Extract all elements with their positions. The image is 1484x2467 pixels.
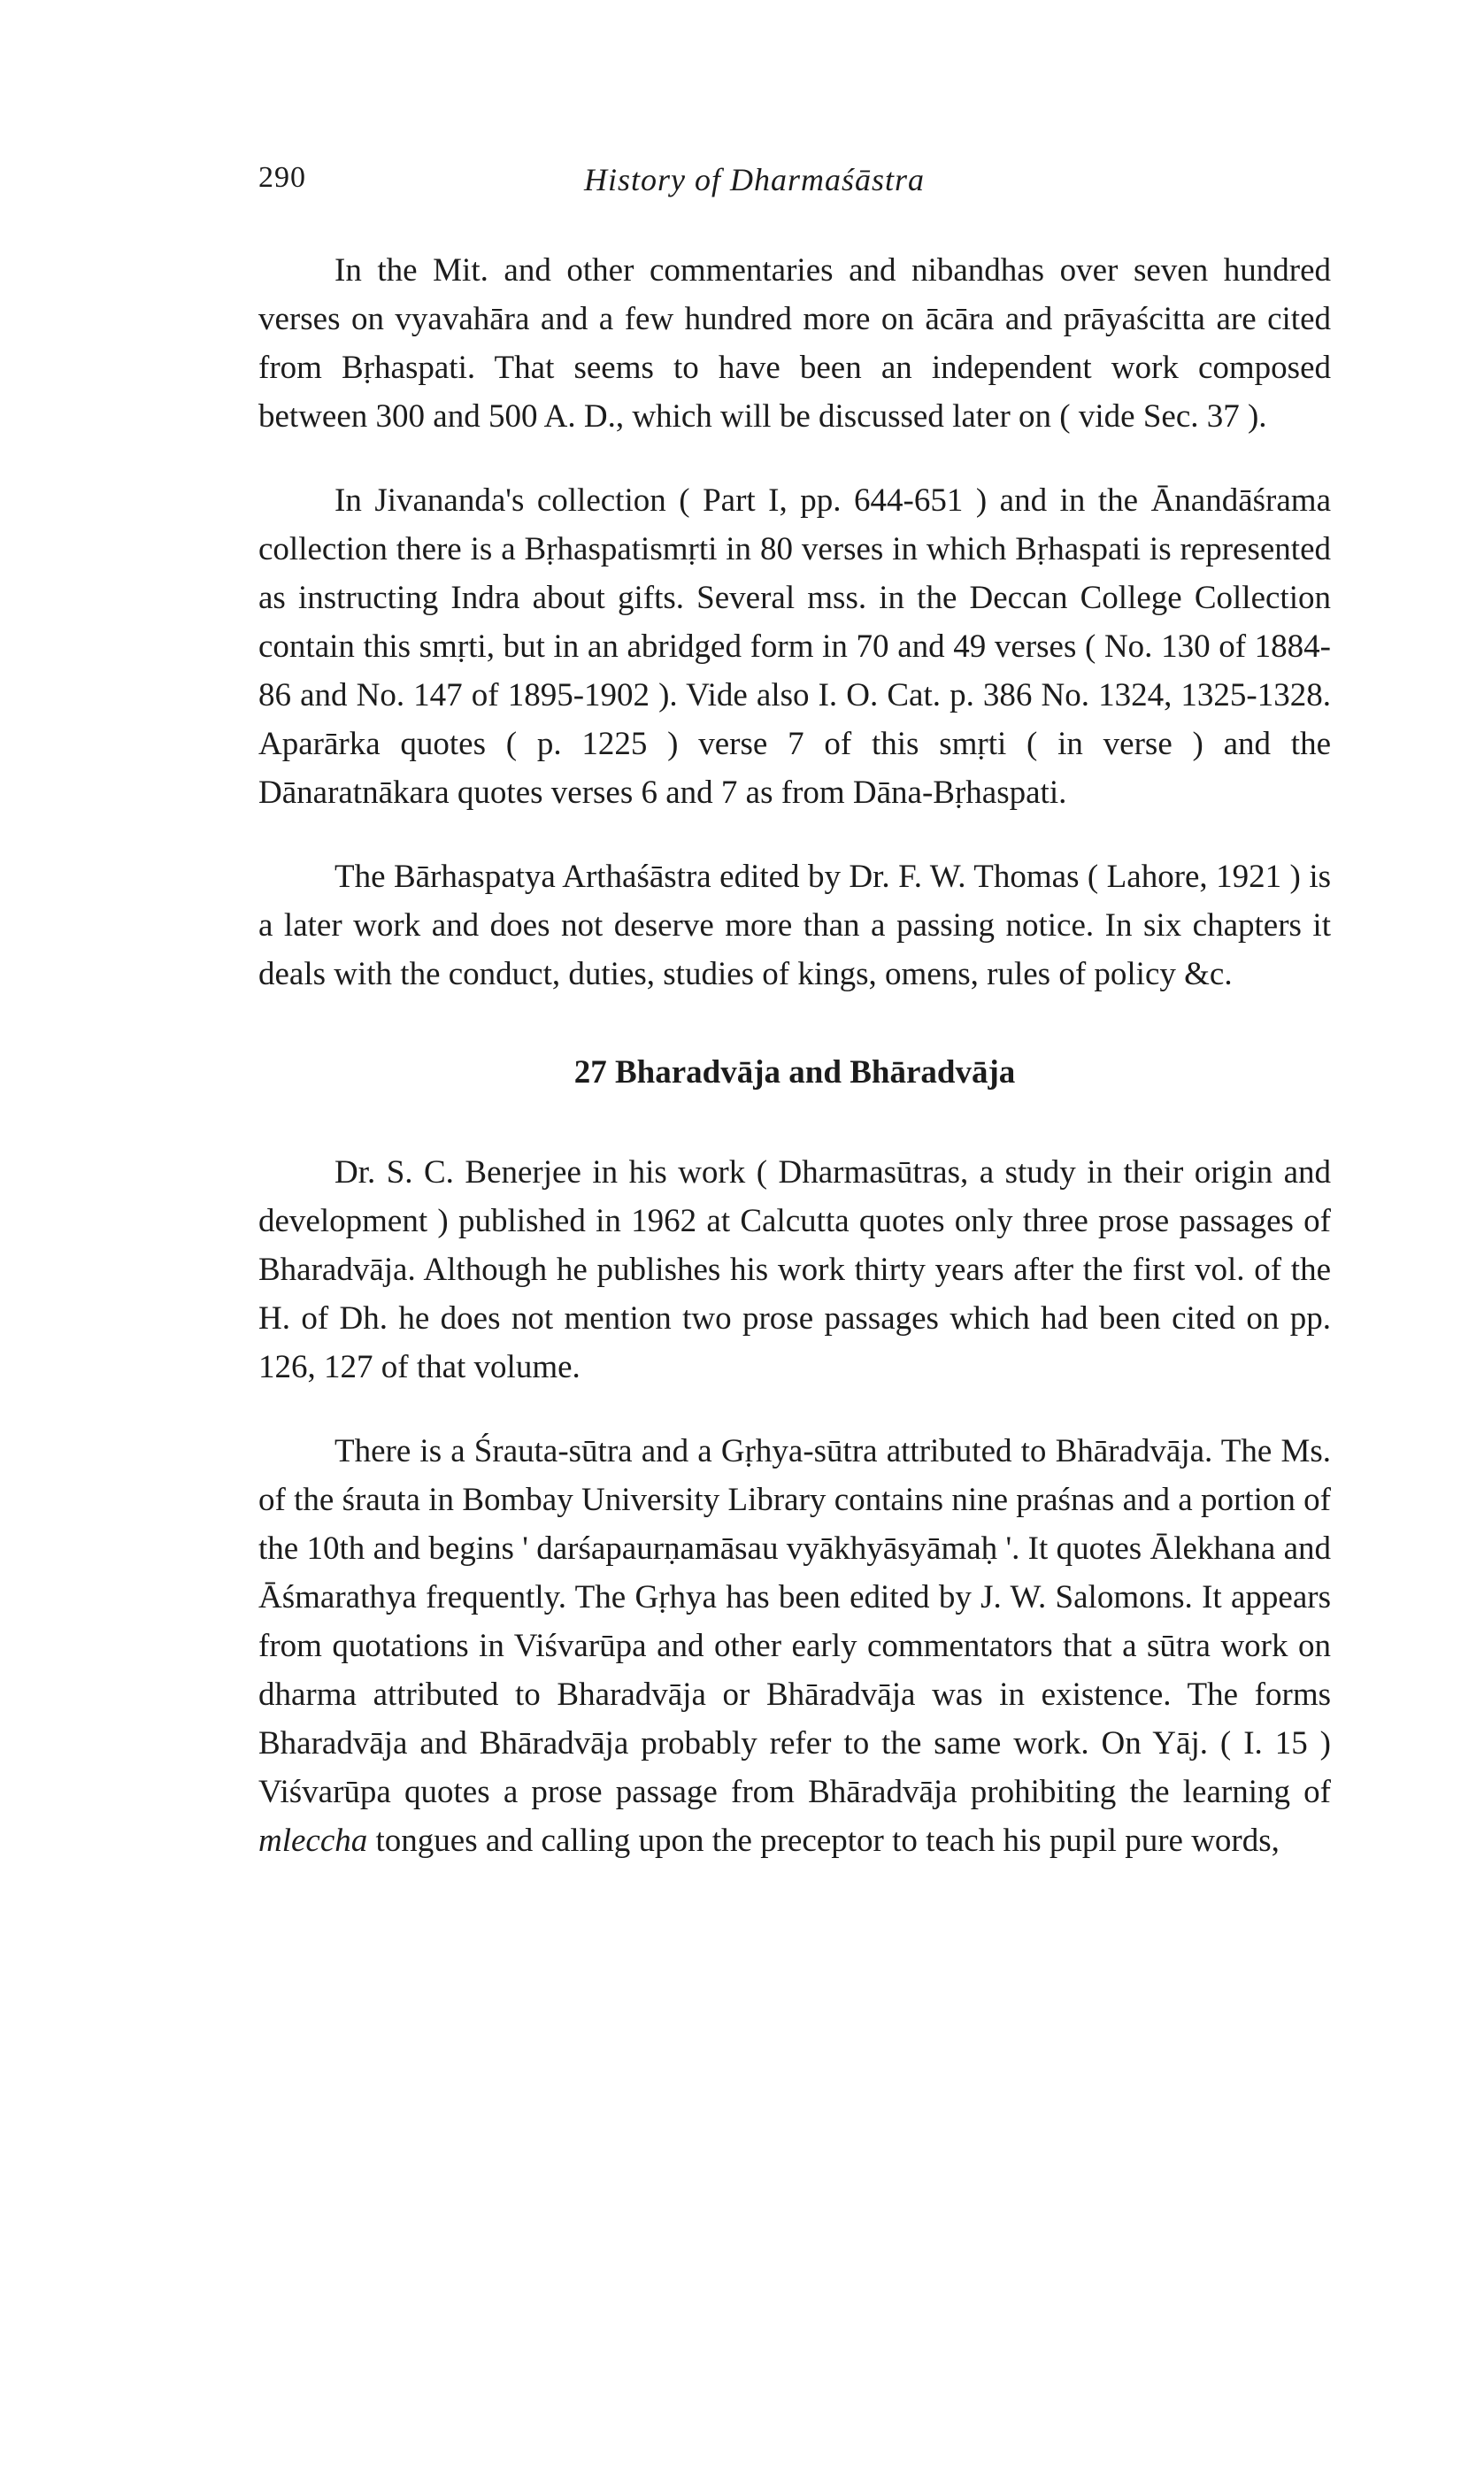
running-title: History of Dharmaśāstra [584, 162, 926, 197]
page-number: 290 [258, 161, 306, 194]
paragraph-brhaspati-commentaries: In the Mit. and other commentaries and nibandhas over seven hundred verses on vyavahāra and a few hundred more on ācāra and prāyaścitta are cited from Bṛhaspati. That seems to have been an independent work composed between 300 and 500 A. D., which will be discussed later on ( vide Sec. 37 ). [258, 252, 1331, 435]
paragraph-srauta-text: There is a Śrauta-sūtra and a Gṛhya-sūtra attributed to Bhāradvāja. The Ms. of the śrauta in Bombay University Library contains nine praśnas and a portion of the 10th and begins ' darśapaurṇamāsau vyākhyāsyāmaḥ '. It quotes Ālekhana and Āśmarathya frequently. The Gṛhya has been edited by J. W. Salomons. It appears from quotations in Viśvarūpa and other early commentators that a sūtra work on dharma attributed to Bharadvāja or Bhāradvāja was in existence. The forms Bharadvāja and Bhāradvāja probably refer to the same work. On Yāj. ( I. 15 ) Viśvarūpa quotes a prose passage from Bhāradvāja prohibiting the learning of [258, 1433, 1331, 1810]
paragraph-srauta-text-end: tongues and calling upon the preceptor to teach his pupil pure words, [367, 1823, 1280, 1859]
paragraph-srauta-sutra [258, 1427, 1331, 1865]
paragraph-benerjee: Dr. S. C. Benerjee in his work ( Dharmasūtras, a study in their origin and development ) published in 1962 at Calcutta quotes only three prose passages of Bharadvāja. Although he publishes his work thirty years after the first vol. of the H. of Dh. he does not mention two prose passages which had been cited on pp. 126, 127 of that volume. [258, 1154, 1331, 1385]
paragraph-arthasastra: The Bārhaspatya Arthaśāstra edited by Dr. F. W. Thomas ( Lahore, 1921 ) is a later work and does not deserve more than a passing notice. In six chapters it deals with the conduct, duties, studies of kings, omens, rules of policy &c. [258, 859, 1331, 992]
paragraph-brhaspatismrti: In Jivananda's collection ( Part I, pp. 644-651 ) and in the Ānandāśrama collection there is a Bṛhaspatismṛti in 80 verses in which Bṛhaspati is represented as instructing Indra about gifts. Several mss. in the Deccan College Collection contain this smṛti, but in an abridged form in 70 and 49 verses ( No. 130 of 1884-86 and No. 147 of 1895-1902 ). Vide also I. O. Cat. p. 386 No. 1324, 1325-1328. Aparārka quotes ( p. 1225 ) verse 7 of this smṛti ( in verse ) and the Dānaratnākara quotes verses 6 and 7 as from Dāna-Bṛhaspati. [258, 482, 1331, 811]
section-heading: 27 Bharadvāja and Bhāradvāja [573, 1054, 1016, 1091]
italic-term: mleccha [258, 1823, 368, 1859]
body-text [258, 246, 1331, 1865]
